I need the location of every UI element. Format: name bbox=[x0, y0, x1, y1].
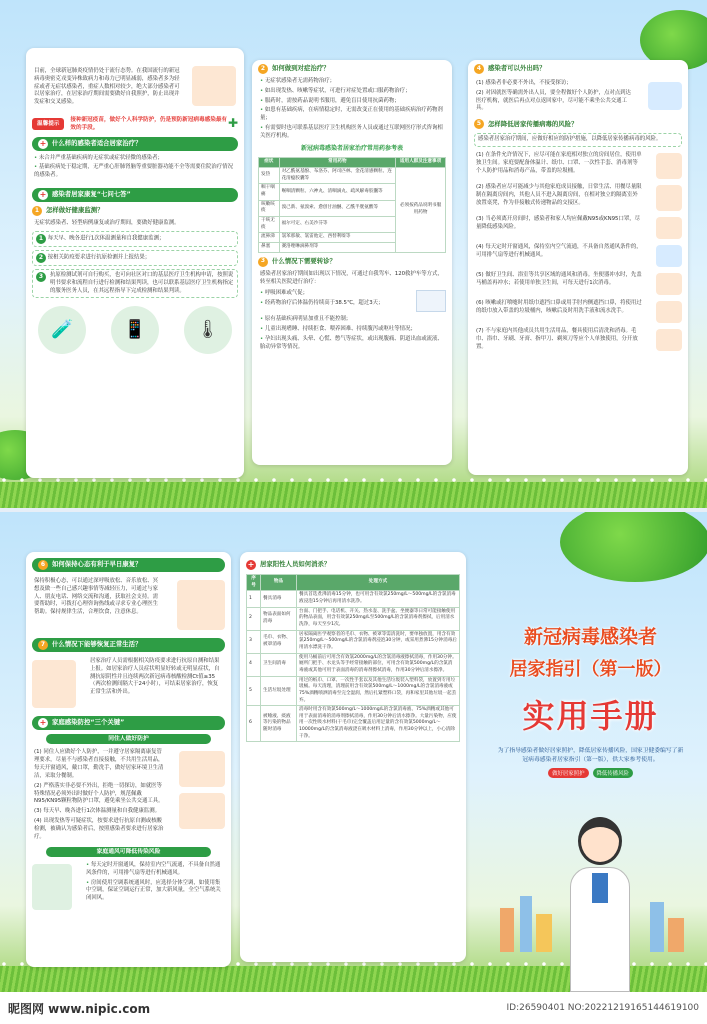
relaxing-illustration bbox=[177, 580, 225, 630]
cover-title-line2: 居家指引（第一版） bbox=[509, 659, 672, 680]
q3-item: • 经药物治疗后体温仍持续高于38.5℃，超过3天； bbox=[260, 300, 402, 308]
q7-header: 7 什么情况下能够恢复正常生活？ bbox=[32, 638, 225, 652]
cover-description: 为了指导感染者做好居家照护，降低居家传播风险，国家卫健委编写了新冠病毒感染者居家指引（第一版），供大家参考使用。 bbox=[497, 748, 684, 763]
q2-item: • 服药时，需按药品说明书服用，避免盲目使用抗菌药物； bbox=[260, 98, 444, 106]
meal-icon bbox=[656, 185, 682, 211]
home-criterion: • 未合并严重基础疾病的无症状或症状轻微的感染者； bbox=[34, 155, 236, 163]
intro-text: 目前，全球新冠肺炎疫情仍处于流行态势。在我国流行的新冠病毒奥密克戎变异株致病力和毒力已明显减弱，感染者多为轻症或者无症状感染者，重症人数相对较少，绝大部分感染者可以居家治疗，在居家治疗期间需要做好自我照护，防止出现并发症和交叉感染。 bbox=[34, 68, 180, 106]
q5-item: (4) 每天定时开窗通风，保持室内空气流通，不具备自然通风条件的，可用排气扇等进行机械通风。 bbox=[476, 244, 642, 258]
tree-decoration bbox=[560, 512, 707, 582]
room-icon bbox=[656, 153, 682, 179]
ventilation-item: • 房间使用空调系统通风时，应选择分体空调，如使用集中空调，保证空调运行正常，加大新风量，全空气系统关闭回风。 bbox=[86, 880, 223, 903]
number-badge: 1 bbox=[32, 206, 42, 216]
q5-item: (7) 不与家庭内其他成员共用生活用品，餐具使用后清洗和消毒。毛巾、浴巾、牙刷、牙膏、指甲刀、剃须刀等应个人单独使用，分开放置。 bbox=[476, 328, 638, 350]
warm-tip-label: 温馨提示 bbox=[32, 118, 64, 130]
mask-icon bbox=[656, 217, 682, 239]
cover-tags bbox=[478, 768, 703, 778]
swab-test-icon: 🧪 bbox=[38, 306, 86, 354]
q3-item: • 儿童出现嗜睡、持续拒食、喂养困难、持续腹泻或呕吐等情况； bbox=[260, 326, 444, 334]
section-home-treatment-header: + 什么样的感染者适合居家治疗？ bbox=[32, 137, 238, 151]
protection-item: (1) 同住人应做好个人防护，一并遵守居家隔离康复管理要求，尽量不与感染者直接接触，不共用生活用品，每天开窗通风，戴口罩，勤洗手，做好居家环境卫生清洁，采取分餐制。 bbox=[34, 749, 164, 779]
brochure-inside bbox=[0, 0, 707, 508]
window-icon bbox=[656, 245, 682, 267]
home-criterion: • 基础疾病处于稳定期，无严重心肝肺肾脑等重要脏器功能不全等需要住院治疗情况的感染者。 bbox=[34, 164, 236, 180]
q5-item: (5) 做好卫生间、浴室等共享区域的通风和消毒。坐便器冲水时，先盖马桶盖再冲水；若使用单独卫生间，可每天进行1次消毒。 bbox=[476, 272, 642, 286]
q4-header: 4 感染者可以外出吗？ bbox=[474, 64, 682, 74]
tableware-icon bbox=[656, 329, 682, 351]
q3-header: 3 什么情况下需要转诊？ bbox=[258, 257, 446, 267]
q5-item: (3) 当必须离开房间时，感染者和家人均应佩戴N95或KN95口罩，尽量降低感染风险。 bbox=[476, 216, 641, 230]
grass-decoration bbox=[0, 482, 707, 508]
medical-cross-icon: + bbox=[39, 138, 47, 148]
cover-title-line1: 新冠病毒感染者 bbox=[523, 626, 657, 648]
q2-item: • 如出现发热、咳嗽等症状，可进行对症处置或口服药物治疗； bbox=[260, 88, 444, 96]
panel-left bbox=[26, 552, 231, 967]
warm-tip-text: 接种新冠疫苗，做好个人科学防护，仍是预防新冠病毒感染最有效的手段。 bbox=[70, 116, 228, 131]
shopping-illustration bbox=[32, 660, 76, 708]
window-illustration bbox=[179, 751, 225, 787]
table-row: 5 生活垃圾处理 用过的纸巾、口罩、一次性手套以及其他生活垃圾装入塑料袋，放置到专用垃圾桶。每天清理，清理前用含有效氯500mg/L～1000mg/L的含氯消毒液或75%酒精喷洒消毒至完全湿润，然后扎紧塑料口袋，再和家里其他垃圾一起丢弃。 bbox=[247, 676, 460, 706]
cohabitant-subheader: 同住人做好防护 bbox=[46, 734, 211, 744]
q2-header: 2 如何做到对症治疗？ bbox=[258, 64, 446, 74]
q3-intro: 感染者居家治疗期间如出现以下情况，可通过自我驾车、120救护车等方式，转至相关医院进行治疗： bbox=[260, 270, 443, 285]
family-illustration bbox=[192, 66, 236, 106]
bus-icon bbox=[648, 82, 682, 110]
q2-item: • 如患有基础疾病，在病情稳定时，无需改变正在使用的基础疾病治疗药物剂量； bbox=[260, 107, 444, 123]
protection-item: (3) 每天早、晚各进行1次体温测量和自我健康监测。 bbox=[34, 808, 160, 815]
table-row: 4 卫生间消毒 使用马桶前后可用含有效氯2000mg/L的含氯消毒液擦拭消毒，作用30分钟。厕所门把手、水龙头等手经常接触的部位，可用含有效氯500mg/L的含氯消毒液或其他可用于表面消毒的消毒剂擦拭消毒，作用30分钟后清水擦净。 bbox=[247, 653, 460, 676]
site-logo: 昵图网 www.nipic.com bbox=[8, 1001, 151, 1016]
cover-tag: 降低传播风险 bbox=[593, 768, 633, 778]
q4-item: (1) 感染者非必要不外出，不接受探访； bbox=[476, 80, 572, 86]
ventilation-item: • 每天定时开窗通风，保持室内空气流通，不具备自然通风条件的，可用排气扇等进行机械通风。 bbox=[86, 862, 223, 878]
q5-item: (1) 在条件允许情况下，应尽可能在家庭相对独立的房间居住，使用单独卫生间。家庭要配备体温计、纸巾、口罩、一次性手套、消毒剂等个人防护用品和消毒产品，带盖的垃圾桶。 bbox=[476, 152, 642, 174]
panel-middle bbox=[240, 552, 466, 962]
q6-header: 6 如何保持心态有利于早日康复？ bbox=[32, 558, 225, 572]
toilet-icon bbox=[656, 273, 682, 295]
bed-illustration bbox=[179, 793, 225, 829]
q1-step: 2 按相关防疫要求进行抗原检测并上报结果； bbox=[32, 250, 238, 266]
q3-item: • 呼吸困难或气促； bbox=[260, 290, 402, 298]
hospital-icon bbox=[416, 290, 446, 312]
phone-icon: 📱 bbox=[111, 306, 159, 354]
disinfection-table: 序号 物品 处理方式 1 餐具消毒 餐具首选煮沸消毒15分钟，也可用含有效氯250mg/L～500mg/L的含氯消毒液浸泡15分钟后再用清水洗净。 2 物品表面如何消毒 台面、门把手、电话机、开关、热水壶、洗手盆、坐便器等日常可能接触使用的物品表面，用含有效氯250mg/L至500mg/L的含氯消毒剂擦拭，后用清水洗净，每天至少1次。 3 毛巾、衣物、被罩消毒 居家隔离医学观察者的毛巾、衣物、被罩等需清洗时，要单独放置，用含有效氯250mg/L～500mg/L的含氯消毒剂浸泡30分钟，或采用煮沸15分钟消毒后用清水漂洗干净。 4 卫生间消毒 使用马桶前后可用含有效氯2000mg/L的含氯消毒液擦拭消毒，作用30分钟。厕所门把手、水龙头等手经常接触的部位，可用含有效氯500mg/L的含氯消毒液或其他可用于表面消毒的消毒剂擦拭消毒，作用30分钟后清水擦净。 5 生活垃圾处理 用过的纸巾、口罩、一次性手套以及其他生活垃圾装入塑料袋，放置到专用垃圾桶。每天清理，清理前用含有效氯500mg/L～1000mg/L的含氯消毒液或75%酒精喷洒消毒至完全湿润，然后扎紧塑料口袋，再和家里其他垃圾一起丢弃。 6 被唾液、痰液等污染的物品随时消毒 消毒时用含有效氯500mg/L～1000mg/L的含氯消毒液、75%酒精或其他可用于表面消毒的消毒剂擦拭消毒，作用30分钟后清水擦净。大量污染物，应使用一次性吸水材料(干毛巾)完全覆盖后用足量的含有效氯5000mg/L～10000mg/L的含氯消毒液浇在吸水材料上消毒，作用30分钟以上，小心清除干净。 bbox=[246, 574, 460, 742]
cover bbox=[478, 622, 703, 778]
medical-cross-icon: + bbox=[39, 190, 47, 200]
sneeze-icon bbox=[656, 301, 682, 323]
watermark-bar bbox=[0, 992, 707, 1024]
brochure-outside bbox=[0, 512, 707, 992]
q3-item: • 孕妇出现头痛、头晕、心慌、憋气等症状，或出现腹痛、阴道出血或流液、胎动异常等情况。 bbox=[260, 336, 444, 352]
q4-item: (2) 对因就医等确需外出人员，要全程做好个人防护，点对点到达医疗机构，就医后再点对点返回家中，尽可能不乘坐公共交通工具。 bbox=[476, 89, 631, 112]
q7-text: 居家治疗人员需根据相关防疫要求进行抗原自测和结果上报。如居家治疗人员症状明显好转或无明显症状，自测抗原阴性并且连续两次新冠病毒核酸检测Ct值≥35（两次检测间隔大于24小时），可结束居家治疗，恢复正常生活和外出。 bbox=[90, 658, 220, 696]
cover-title-line3: 实用手册 bbox=[522, 697, 659, 735]
ventilation-subheader: 家庭通风可降低传染风险 bbox=[46, 847, 211, 857]
seven-qa-banner: + 感染者居家康复“七问七答” bbox=[32, 188, 238, 202]
q5-item: (2) 感染者应尽可能减少与其他家庭成员接触，日常生活、用餐尽量限制在隔离房间内，其他人员不进入隔离房间，在相对独立的隔离室外放置桌凳，作为非接触式传递物品的交接区。 bbox=[476, 184, 642, 206]
q1-step: 3 抗原检测试剂可自行购买，也可向社区对口的基层医疗卫生机构申请，按照说明书要求和流程自行进行检测和结果判读，也可以联系基层医疗卫生机构指定的服务医务人员，在其远程指导下完成检测和结果判读。 bbox=[32, 269, 238, 298]
three-keys-banner: + 家庭感染防控“三个关键” bbox=[32, 716, 225, 730]
table-row: 6 被唾液、痰液等污染的物品随时消毒 消毒时用含有效氯500mg/L～1000mg/L的含氯消毒液、75%酒精或其他可用于表面消毒的消毒剂擦拭消毒，作用30分钟后清水擦净。大量污染物，应使用一次性吸水材料(干毛巾)完全覆盖后用足量的含有效氯5000mg/L～10000mg/L的含氯消毒液浇在吸水材料上消毒，作用30分钟以上，小心清除干净。 bbox=[247, 706, 460, 742]
q1-intro: 无症状感染者、轻型病例康复或治疗期间，要做好健康监测。 bbox=[34, 220, 180, 227]
q5-header: 5 怎样降低居家传播病毒的风险？ bbox=[474, 119, 682, 129]
thermometer-icon: 🌡 bbox=[184, 306, 232, 354]
q1-header: 1 怎样做好健康监测？ bbox=[32, 206, 238, 216]
medicine-table: 症状 常用药物 适用人群及注意事项 发热 对乙酰氨基酚、布洛芬、阿司匹林、金花清感颗粒、连花清瘟胶囊等 必须按药品说明书服用药物 咽干咽痛 喉咽清颗粒、六神丸、清咽滴丸、疏风解毒胶囊等 咳嗽咳痰 溴己新、氨溴索、愈创甘油醚、乙酰半胱氨酸等 干咳无痰 福尔可定、右美沙芬等 流鼻涕 氯苯那敏、氯雷他定、西替利嗪等 鼻塞 赛洛唑啉滴鼻剂等 bbox=[258, 157, 446, 252]
q3-item: • 原有基础疾病明显加重且不能控制； bbox=[260, 316, 444, 324]
image-id: ID:26590401 NO:20221219165144619100 bbox=[506, 1003, 699, 1013]
table-row: 1 餐具消毒 餐具首选煮沸消毒15分钟，也可用含有效氯250mg/L～500mg/L的含氯消毒液浸泡15分钟后再用清水洗净。 bbox=[247, 591, 460, 607]
disinfection-header: + 居家阳性人员如何消杀？ bbox=[247, 560, 331, 570]
q1-step: 1 每天早、晚各进行1次体温测量和自我健康监测； bbox=[32, 231, 238, 247]
protection-item: (2) 严格落实非必要不外出，拒绝一切探访，如就医等特殊情况必须外出时做好个人防护，规范佩戴N95/KN95颗粒物防护口罩，避免乘坐公共交通工具。 bbox=[34, 782, 164, 805]
table-row: 2 物品表面如何消毒 台面、门把手、电话机、开关、热水壶、洗手盆、坐便器等日常可能接触使用的物品表面，用含有效氯250mg/L至500mg/L的含氯消毒剂擦拭，后用清水洗净，每天至少1次。 bbox=[247, 607, 460, 630]
doctor-illustration bbox=[560, 817, 640, 992]
cover-tag: 做好居家照护 bbox=[548, 768, 588, 778]
protection-item: (4) 出现发热等可疑症状，按要求进行抗原自测或核酸检测，被确认为感染者后，按照感染者要求进行居家治疗。 bbox=[34, 818, 164, 840]
q6-text: 保持积极心态，可以通过深呼吸放松、音乐放松、冥想及做一些自己感兴趣事情等减轻压力，可通过与家人、朋友电话、网络交流和沟通，获取社会支持。需要帮助时，可拨打心理咨询热线或寻求专业心理医生帮助。保持规律生活，合理饮食，注意休息。 bbox=[34, 578, 158, 616]
panel-right bbox=[468, 60, 688, 475]
medicine-table-title: 新冠病毒感染者居家治疗常用药参考表 bbox=[300, 144, 403, 152]
table-row: 3 毛巾、衣物、被罩消毒 居家隔离医学观察者的毛巾、衣物、被罩等需清洗时，要单独放置，用含有效氯250mg/L～500mg/L的含氯消毒剂浸泡30分钟，或采用煮沸15分钟消毒后用清水漂洗干净。 bbox=[247, 630, 460, 653]
q5-intro: 感染者居家治疗期间，应做好相应的防护措施，以降低居家传播病毒的风险。 bbox=[474, 133, 682, 147]
monitoring-illustrations bbox=[26, 306, 244, 354]
ventilation-illustration bbox=[32, 864, 72, 910]
q2-item: • 无症状感染者无需药物治疗； bbox=[260, 78, 444, 86]
vaccine-icon: ✚ bbox=[227, 116, 238, 131]
panel-middle bbox=[252, 60, 452, 465]
q5-item: (6) 咳嗽或打喷嚏时用纸巾遮挡口鼻或用手肘内侧遮挡口鼻，将使用过的纸巾放入带盖的垃圾桶内，咳嗽后及时用洗手液和流水洗手。 bbox=[476, 300, 642, 314]
q2-item: • 有需要时也可联系基层医疗卫生机构医务人员或通过互联网医疗形式咨询相关医疗机构。 bbox=[260, 125, 444, 141]
panel-left bbox=[26, 48, 244, 478]
